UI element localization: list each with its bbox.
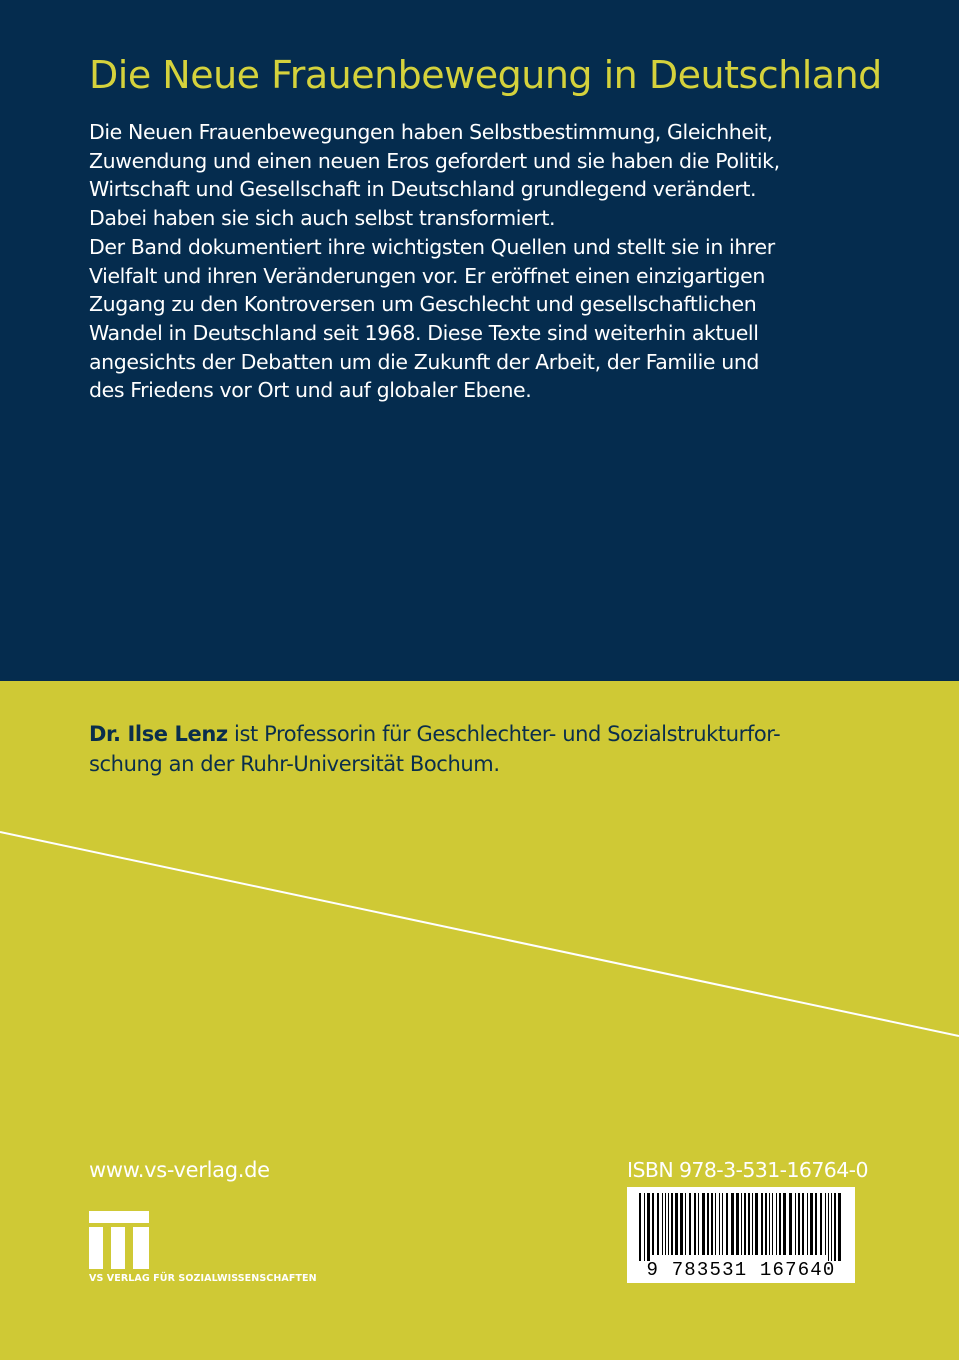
barcode-bar	[662, 1193, 663, 1255]
barcode-bar	[795, 1193, 796, 1255]
blurb-line: des Friedens vor Ort und auf globaler Ebene.	[89, 378, 532, 403]
blurb-line: Dabei haben sie sich auch selbst transformiert.	[89, 206, 556, 231]
barcode-bar	[748, 1193, 750, 1255]
barcode-bar	[694, 1193, 696, 1255]
isbn-barcode	[627, 1187, 855, 1283]
blurb-line: Zugang zu den Kontroversen um Geschlecht und gesellschaftlichen	[89, 292, 757, 317]
barcode-bar	[647, 1193, 650, 1261]
barcode-bar	[680, 1193, 683, 1255]
barcode-bar	[719, 1193, 720, 1255]
barcode-bar	[736, 1193, 739, 1255]
blurb-line: Wandel in Deutschland seit 1968. Diese Texte sind weiterhin aktuell	[89, 320, 759, 345]
barcode-bar	[810, 1193, 813, 1255]
barcode-bar	[689, 1193, 691, 1255]
barcode-bar	[783, 1193, 786, 1255]
barcode-bar	[798, 1193, 800, 1255]
blurb-line: Zuwendung und einen neuen Eros gefordert und sie haben die Politik,	[89, 148, 780, 173]
isbn-label: ISBN 978-3-531-16764-0	[627, 1158, 868, 1182]
barcode-bar	[702, 1193, 705, 1255]
barcode-bar	[765, 1193, 767, 1255]
barcode-bar	[807, 1193, 808, 1255]
author-note-line: schung an der Ruhr-Universität Bochum.	[89, 752, 500, 776]
barcode-bar	[671, 1193, 673, 1255]
book-title: Die Neue Frauenbewegung in Deutschland	[89, 53, 882, 97]
barcode-bar	[834, 1193, 836, 1261]
barcode-bar	[726, 1193, 728, 1255]
blurb-line: Wirtschaft und Gesellschaft in Deutschland grundlegend verändert.	[89, 177, 757, 202]
barcode-bar	[744, 1193, 746, 1255]
barcode-bar	[815, 1193, 817, 1255]
author-note	[89, 719, 869, 779]
barcode-bar	[761, 1193, 763, 1255]
barcode-bar	[776, 1193, 777, 1255]
author-note-line	[89, 719, 869, 749]
barcode-bar	[639, 1193, 641, 1261]
barcode-digits: 9 783531 167640	[646, 1259, 836, 1281]
barcode-bar	[789, 1193, 792, 1255]
publisher-name: VS VERLAG FÜR SOZIALWISSENSCHAFTEN	[89, 1273, 317, 1284]
barcode-bar	[707, 1193, 709, 1255]
blurb-line: angesichts der Debatten um die Zukunft der Arbeit, der Familie und	[89, 349, 760, 374]
barcode-bar	[825, 1193, 826, 1255]
barcode-bar	[715, 1193, 716, 1255]
barcode-bar	[752, 1193, 753, 1255]
barcode-bar	[711, 1193, 713, 1255]
blurb-line: Vielfalt und ihren Veränderungen vor. Er eröffnet einen einzigartigen	[89, 263, 765, 288]
barcode-bar	[755, 1193, 758, 1255]
barcode-bar	[741, 1193, 742, 1255]
author-description: ist Professorin für Geschlechter- und Sozialstrukturfor-	[227, 722, 781, 746]
barcode-bar	[802, 1193, 804, 1255]
barcode-bar	[685, 1193, 686, 1255]
barcode-bar	[675, 1193, 678, 1255]
barcode-bar	[828, 1193, 829, 1261]
blurb-line: Die Neuen Frauenbewegungen haben Selbstbestimmung, Gleichheit,	[89, 120, 773, 144]
barcode-bar	[779, 1193, 781, 1255]
barcode-bar	[665, 1193, 666, 1255]
blurb-text	[89, 118, 869, 405]
publisher-logo	[89, 1211, 151, 1269]
barcode-bar	[652, 1193, 654, 1255]
barcode-bar	[644, 1193, 645, 1261]
barcode-bar	[722, 1193, 723, 1255]
barcode-bar	[668, 1193, 669, 1255]
barcode-bar	[772, 1193, 773, 1255]
barcode-bar	[820, 1193, 822, 1255]
author-name: Dr. Ilse Lenz	[89, 722, 228, 746]
barcode-bar	[831, 1193, 832, 1261]
barcode-bar	[769, 1193, 770, 1255]
barcode-bar	[698, 1193, 699, 1255]
publisher-website: www.vs-verlag.de	[89, 1158, 270, 1182]
barcode-bar	[731, 1193, 734, 1255]
barcode-bar	[838, 1193, 841, 1261]
barcode-bar	[657, 1193, 659, 1255]
blurb-line: Der Band dokumentiert ihre wichtigsten Quellen und stellt sie in ihrer	[89, 234, 775, 259]
